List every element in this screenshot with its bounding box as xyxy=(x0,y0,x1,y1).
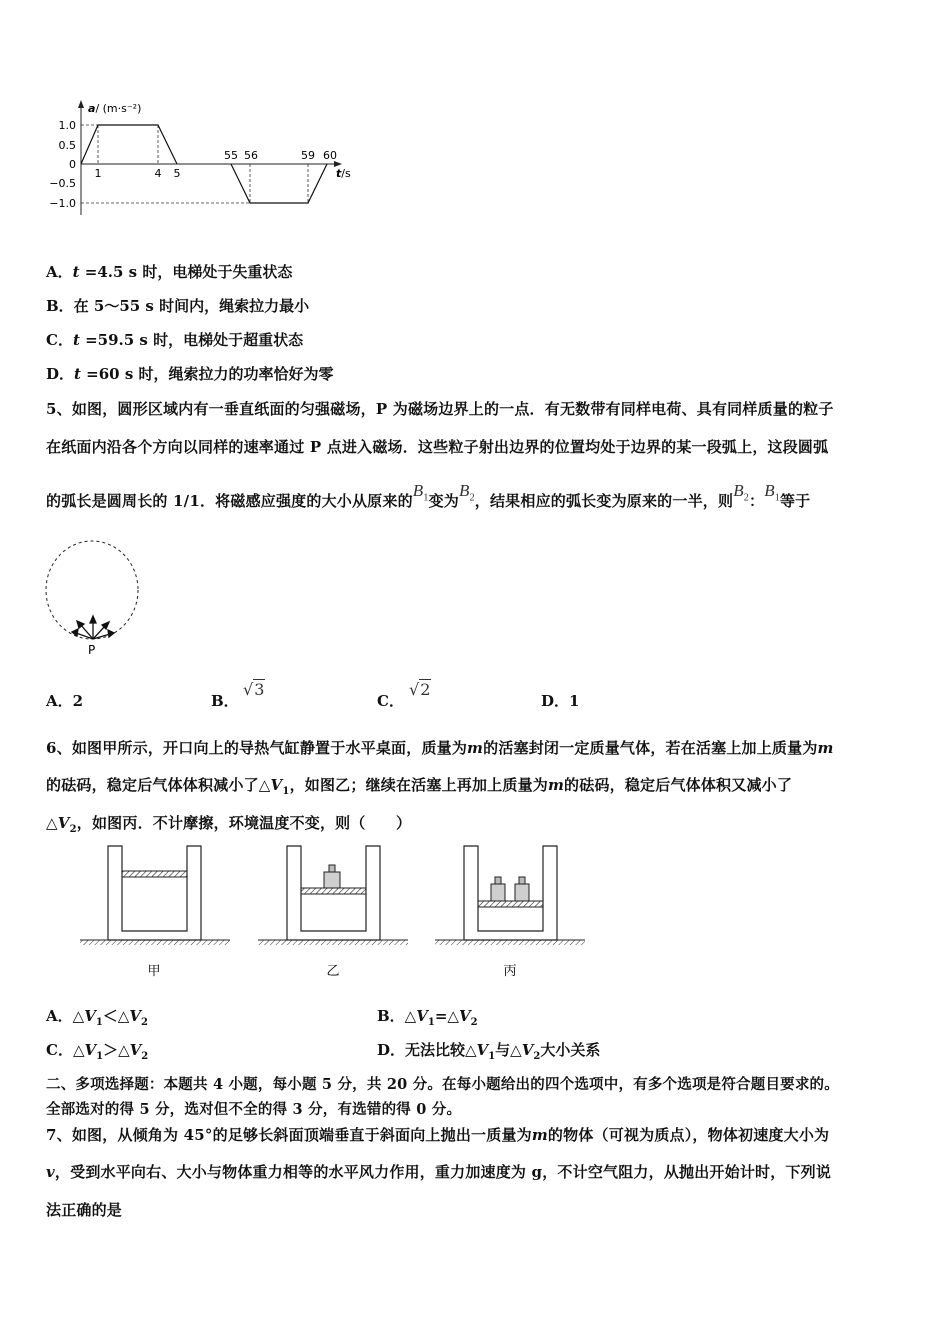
figure-label-yi: 乙 xyxy=(326,964,340,979)
stem-text: ，如图丙．不计摩擦，环境温度不变，则（ ） xyxy=(76,814,412,832)
q5-option-a[interactable]: A．2 xyxy=(46,692,84,710)
option-text: =59.5 s 时，电梯处于超重状态 xyxy=(79,331,304,349)
q5-stem-line-3 xyxy=(46,481,811,513)
q4-option-d[interactable] xyxy=(46,363,334,384)
y-tick-label: 1.0 xyxy=(58,119,76,132)
option-letter: A． xyxy=(46,263,73,281)
weight xyxy=(491,877,505,901)
variable-t: t xyxy=(72,263,80,281)
variable-v: V xyxy=(57,814,70,832)
stem-text: ，受到水平向右、大小与物体重力相等的水平风力作用，重力加速度为 g，不计空气阻力，从抛出开始计时，下列说 xyxy=(54,1163,832,1181)
y-tick-label: −0.5 xyxy=(49,177,76,190)
q7-stem-line-3: 法正确的是 xyxy=(46,1201,123,1219)
x-tick-label: 4 xyxy=(154,167,162,180)
formula-b2: $B_2$ xyxy=(458,481,475,504)
y-axis-arrow xyxy=(78,100,84,108)
q6-stem-line-1 xyxy=(46,737,834,758)
cylinder-bing xyxy=(435,846,585,945)
q4-option-b[interactable] xyxy=(46,295,309,316)
stem-text: 等于 xyxy=(779,492,811,510)
stem-text: ： xyxy=(748,492,765,510)
section-2-instructions: 全部选对的得 5 分，选对但不全的得 3 分，有选错的得 0 分。 xyxy=(46,1101,462,1118)
q5-stem-line-1: 5、如图，圆形区域内有一垂直纸面的匀强磁场，P 为磁场边界上的一点．有无数带有同样电荷、具有同样质量的粒子 xyxy=(46,400,834,418)
variable-t: t xyxy=(72,331,80,349)
q6-option-b[interactable]: B．$\triangle V_1=\triangle V_2$ xyxy=(377,1007,478,1028)
point-p-label: P xyxy=(88,643,96,657)
sqrt-2: √2 xyxy=(409,680,431,699)
q4-option-a[interactable] xyxy=(46,261,292,282)
formula-b2-ratio: $B_2$ xyxy=(733,481,749,504)
cylinder-yi xyxy=(258,846,408,945)
option-letter: D． xyxy=(46,365,75,383)
formula-b1: $B_1$ xyxy=(412,481,429,504)
q6-option-a[interactable]: A．$\triangle V_1<\triangle V_2$ xyxy=(46,1007,148,1028)
stem-text: ，结果相应的弧长变为原来的一半，则 xyxy=(474,492,734,510)
acceleration-curve-negative xyxy=(231,164,327,203)
stem-text: 的活塞封闭一定质量气体，若在活塞上加上质量为 xyxy=(483,739,818,757)
arrow-head xyxy=(90,616,96,623)
piston xyxy=(122,871,187,877)
figure-label-bing: 丙 xyxy=(503,964,517,979)
option-text: =4.5 s 时，电梯处于失重状态 xyxy=(79,263,293,281)
q5-stem-line-2: 在纸面内沿各个方向以同样的速率通过 P 点进入磁场．这些粒子射出边界的位置均处于边界的某一段弧上，这段圆弧 xyxy=(46,438,829,456)
figure-label-jia: 甲 xyxy=(147,964,161,979)
x-tick-label: 59 xyxy=(301,149,315,162)
variable-v: V xyxy=(270,776,283,794)
option-text: =60 s 时，绳索拉力的功率恰好为零 xyxy=(80,365,334,383)
arrow-head xyxy=(72,629,78,636)
stem-text: 的弧长是圆周长的 1/1．将磁感应强度的大小从原来的 xyxy=(46,492,413,510)
magnetic-field-circle-figure xyxy=(40,536,150,658)
variable-m: m xyxy=(531,1126,548,1144)
formula-b1-ratio: $B_1$ xyxy=(764,481,780,504)
q7-stem-line-1 xyxy=(46,1124,829,1145)
weight xyxy=(324,865,340,888)
field-boundary-circle xyxy=(46,541,138,639)
piston xyxy=(301,888,366,894)
x-tick-label: 5 xyxy=(173,167,181,180)
q6-option-c[interactable]: C．$\triangle V_1>\triangle V_2$ xyxy=(46,1041,149,1062)
option-letter: C． xyxy=(46,331,73,349)
sqrt-3: √3 xyxy=(243,680,265,699)
arrow-head xyxy=(108,630,114,637)
acceleration-curve-positive xyxy=(81,125,177,164)
q6-option-d[interactable]: D．无法比较$\triangle V_1$与$\triangle V_2$大小关系 xyxy=(377,1041,601,1062)
y-tick-label: 0 xyxy=(69,158,76,171)
q5-option-c[interactable] xyxy=(377,690,404,711)
piston xyxy=(478,901,543,907)
subscript: 2 xyxy=(69,824,77,835)
cylinder-jia xyxy=(80,846,230,945)
acceleration-time-graph xyxy=(40,95,370,220)
x-tick-label: 1 xyxy=(94,167,102,180)
variable-v: v xyxy=(46,1163,55,1181)
x-tick-label: 55 xyxy=(224,149,238,162)
variable-m: m xyxy=(817,739,834,757)
variable-m: m xyxy=(547,776,565,794)
variable-t: t xyxy=(74,365,81,383)
q7-stem-line-2 xyxy=(46,1161,831,1182)
cylinder-figures xyxy=(75,840,595,985)
q6-stem-line-2 xyxy=(46,774,792,797)
option-letter: C． xyxy=(377,692,404,710)
stem-text: △ xyxy=(46,814,58,832)
stem-text: 的物体（可视为质点），物体初速度大小为 xyxy=(547,1126,830,1144)
q5-option-d[interactable]: D．1 xyxy=(541,692,580,710)
y-tick-label: 0.5 xyxy=(58,139,76,152)
variable-m: m xyxy=(467,739,484,757)
option-letter: B． xyxy=(211,692,239,710)
section-2-heading: 二、多项选择题：本题共 4 小题，每小题 5 分，共 20 分。在每小题给出的四个选项中，有多个选项是符合题目要求的。 xyxy=(46,1076,839,1093)
option-text: B．在 5～55 s 时间内，绳索拉力最小 xyxy=(46,297,310,315)
weight xyxy=(515,877,529,901)
stem-text: ，如图乙；继续在活塞上再加上质量为 xyxy=(289,776,548,794)
stem-text: 的砝码，稳定后气体体积减小了△ xyxy=(46,776,271,794)
subscript: 1 xyxy=(282,786,290,797)
stem-text: 的砝码，稳定后气体体积又减小了 xyxy=(564,776,793,794)
stem-text: 变为 xyxy=(428,492,459,510)
x-tick-label: 60 xyxy=(323,149,337,162)
q4-option-c[interactable] xyxy=(46,329,303,350)
y-axis-label: a/ (m·s⁻²) xyxy=(88,102,142,115)
x-tick-label: 56 xyxy=(244,149,258,162)
y-tick-label: −1.0 xyxy=(49,197,76,210)
q5-option-b[interactable] xyxy=(211,690,239,711)
q6-stem-line-3 xyxy=(46,812,411,835)
stem-text: 7、如图，从倾角为 45°的足够长斜面顶端垂直于斜面向上抛出一质量为 xyxy=(46,1126,532,1144)
stem-text: 6、如图甲所示，开口向上的导热气缸静置于水平桌面，质量为 xyxy=(46,739,468,757)
x-axis-label: t/s xyxy=(336,167,351,180)
